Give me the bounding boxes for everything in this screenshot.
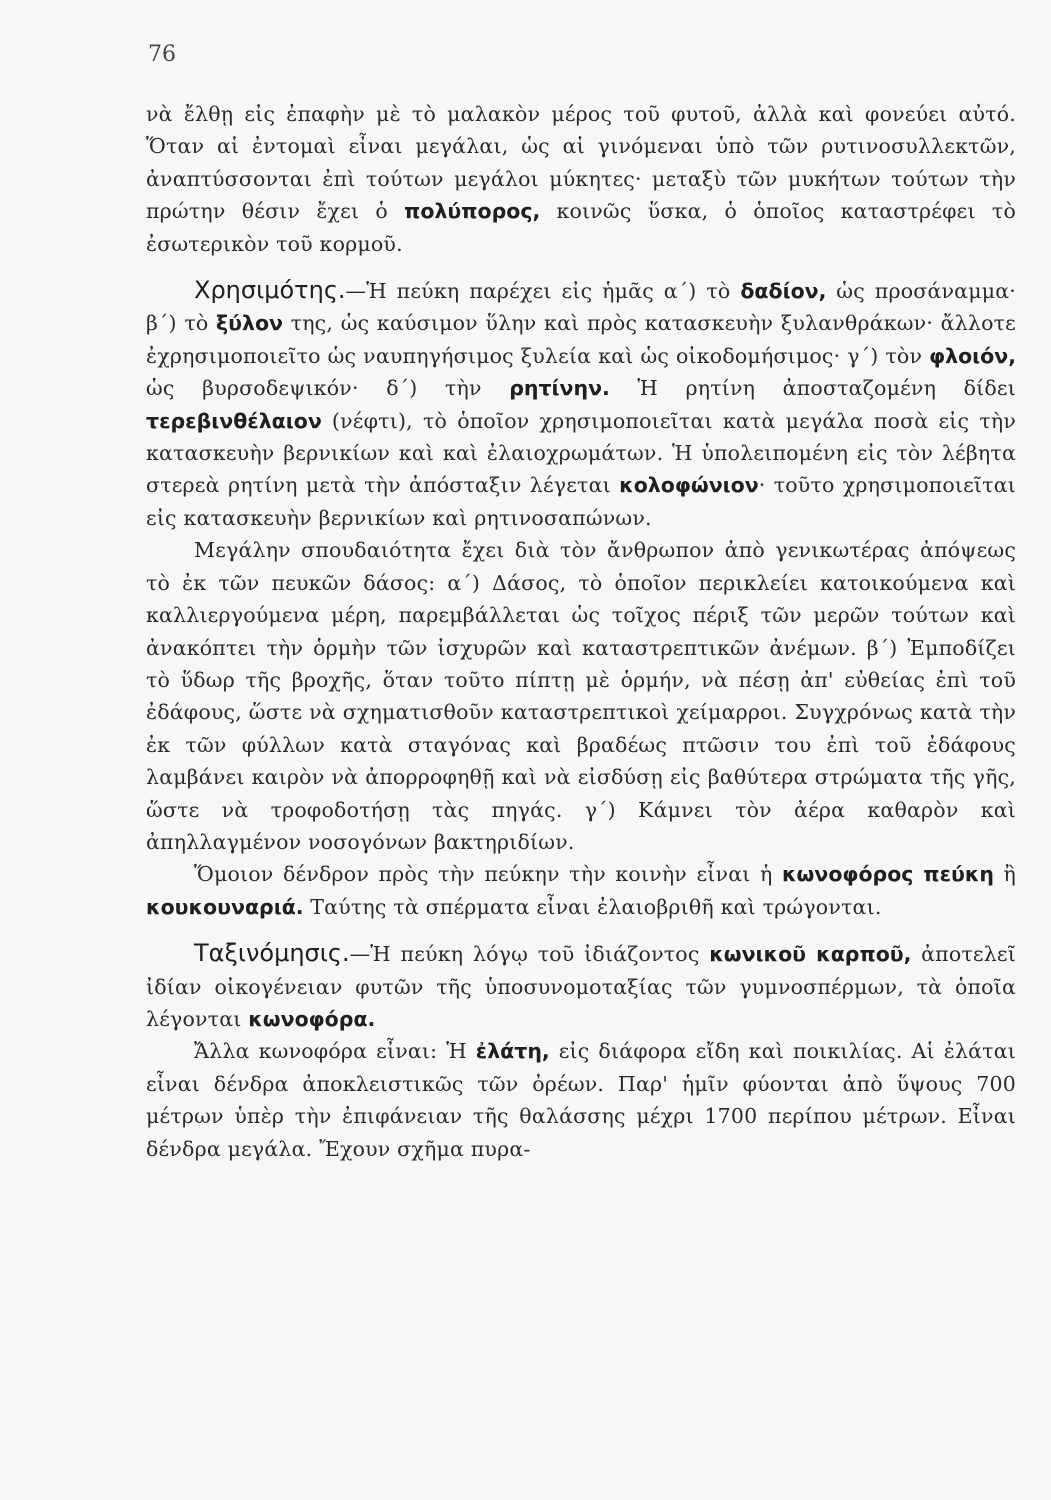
paragraph-3: [146, 534, 1016, 858]
page-number: 76: [148, 42, 176, 67]
paragraph-2: [146, 274, 1016, 534]
bold-term: δαδίον,: [740, 279, 827, 304]
text: ἀποτελεῖ ἰδίαν οἰκογένειαν φυτῶν τῆς ὑποσυνομοταξίας τῶν γυμνοσπέρμων, τὰ ὁποῖα λέγονται: [146, 942, 1016, 1031]
text: ὡς προσάναμμα· β΄) τὸ: [146, 279, 1017, 336]
bold-term: ρητίνην.: [509, 376, 610, 401]
bold-term: κωνοφόρος πεύκη: [781, 862, 994, 887]
bold-term: φλοιόν,: [929, 343, 1016, 368]
bold-term: κολοφώνιον: [619, 473, 759, 498]
text: ὡς βυρσοδεψικόν· δ΄) τὴν: [146, 376, 510, 401]
section-heading-usefulness: Χρησιμότης.: [194, 276, 346, 305]
text: εἰς διάφορα εἴδη καὶ ποικιλίας. Αἱ ἐλάται εἶναι δένδρα ἀποκλειστικῶς τῶν ὀρέων. Παρ' ἡμῖν φύονται ἀπὸ ὕψους 700 μέτρων ὑπὲρ τὴν ἐπιφάνειαν τῆς θαλάσσης μέχρι 1700 περίπου μέτρων. Εἶναι δένδρα μεγάλα. Ἔχουν σχῆμα πυρα-: [146, 1039, 1016, 1161]
text: Ἡ ρητίνη ἀποσταζομένη δίδει: [609, 376, 1016, 401]
text: —Ἡ πεύκη λόγῳ τοῦ ἰδιάζοντος: [349, 942, 710, 967]
paragraph-1: [146, 98, 1016, 260]
paragraph-6: [146, 1035, 1016, 1165]
text: (νέφτι), τὸ ὁποῖον χρησιμοποιεῖται κατὰ μεγάλα ποσὰ εἰς τὴν κατασκευὴν βερνικίων καὶ καὶ ἐλαιοχρωμάτων. Ἡ ὑπολειπομένη εἰς τὸν λέβητα στερεὰ ρητίνη μετὰ τὴν ἀπόσταξιν λέγεται: [146, 408, 1016, 498]
paragraph-5: [146, 937, 1016, 1035]
bold-term: κουκουναριά.: [146, 894, 304, 919]
section-heading-classification: Ταξινόμησις.: [194, 939, 350, 968]
text: νὰ ἔλθῃ εἰς ἐπαφὴν μὲ τὸ μαλακὸν μέρος τοῦ φυτοῦ, ἀλλὰ καὶ φονεύει αὐτό. Ὅταν αἱ ἐντομαὶ εἶναι μεγάλαι, ὡς αἱ γινόμεναι ὑπὸ τῶν ρυτινοσυλλεκτῶν, ἀναπτύσσονται ἐπὶ τούτων μεγάλοι μύκητες· μεταξὺ τῶν μυκήτων τούτων τὴν πρώτην θέσιν ἔχει ὁ: [146, 102, 1016, 224]
text: Ἄλλα κωνοφόρα εἶναι: Ἡ: [194, 1039, 476, 1064]
page-body: [146, 98, 1016, 1165]
text: Ὅμοιον δένδρον πρὸς τὴν πεύκην τὴν κοινὴν εἶναι ἡ: [194, 862, 782, 887]
text: Ταύτης τὰ σπέρματα εἶναι ἐλαιοβριθῆ καὶ τρώγονται.: [303, 894, 882, 919]
text: κοινῶς ὕσκα, ὁ ὁποῖος καταστρέφει τὸ ἐσωτερικὸν τοῦ κορμοῦ.: [146, 199, 1016, 256]
text: της, ὡς καύσιμον ὕλην καὶ πρὸς κατασκευὴν ξυλανθράκων· ἄλλοτε ἐχρησιμοποιεῖτο ὡς ναυπηγήσιμος ξυλεία καὶ ὡς οἰκοδομήσιμος· γ΄) τὸν: [146, 311, 1016, 368]
bold-term: ἐλάτη,: [475, 1039, 550, 1064]
text: · τοῦτο χρησιμοποιεῖται εἰς κατασκευὴν βερνικίων καὶ ρητινοσαπώνων.: [146, 473, 1016, 530]
bold-term: ξύλον: [216, 311, 284, 336]
text: —Ἡ πεύκη παρέχει εἰς ἡμᾶς α΄) τὸ: [345, 279, 741, 304]
paragraph-4: [146, 858, 1016, 923]
text: ἢ: [994, 862, 1016, 887]
bold-term: πολύπορος,: [404, 199, 541, 224]
bold-term: τερεβινθέλαιον: [146, 408, 322, 433]
bold-term: κωνοφόρα.: [248, 1006, 376, 1031]
bold-term: κωνικοῦ καρποῦ,: [709, 942, 912, 967]
text: Μεγάλην σπουδαιότητα ἔχει διὰ τὸν ἄνθρωπον ἀπὸ γενικωτέρας ἀπόψεως τὸ ἐκ τῶν πευκῶν δάσος: α΄) Δάσος, τὸ ὁποῖον περικλείει κατοικούμενα καὶ καλλιεργούμενα μέρη, παρεμβάλλεται ὡς τοῖχος πέριξ τῶν μερῶν τούτων καὶ ἀνακόπτει τὴν ὁρμὴν τῶν ἰσχυρῶν καὶ καταστρεπτικῶν ἀνέμων. β΄) Ἐμποδίζει τὸ ὕδωρ τῆς βροχῆς, ὅταν τοῦτο πίπτῃ μὲ ὁρμήν, νὰ πέσῃ ἀπ' εὐθείας ἐπὶ τοῦ ἐδάφους, ὥστε νὰ σχηματισθοῦν καταστρεπτικοὶ χείμαρροι. Συγχρόνως κατὰ τὴν ἐκ τῶν φύλλων κατὰ σταγόνας καὶ βραδέως πτῶσιν του ἐπὶ τοῦ ἐδάφους λαμβάνει καιρὸν νὰ ἀπορροφηθῇ καὶ νὰ εἰσδύσῃ εἰς βαθύτερα στρώματα τῆς γῆς, ὥστε νὰ τροφοδοτήσῃ τὰς πηγάς. γ΄) Κάμνει τὸν ἀέρα καθαρὸν καὶ ἀπηλλαγμένον νοσογόνων βακτηριδίων.: [146, 538, 1016, 854]
